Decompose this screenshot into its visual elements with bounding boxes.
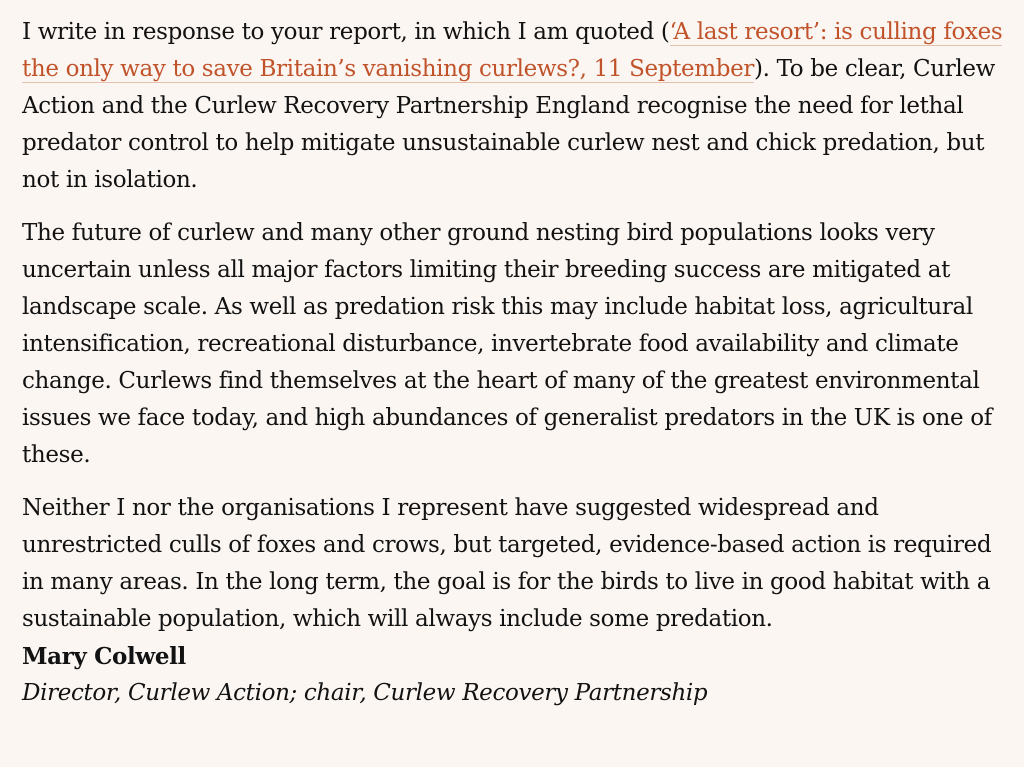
author-name: Mary Colwell: [22, 643, 186, 670]
paragraph-1: [22, 14, 1007, 199]
author-role: Director, Curlew Action; chair, Curlew Recovery Partnership: [22, 680, 708, 706]
paragraph-3: Neither I nor the organisations I represent have suggested widespread and unrestricted culls of foxes and crows, but targeted, evidence-based action is required in many areas. In the long term, the goal is for the birds to live in good habitat with a sustainable population, which will always include some predation.: [22, 495, 992, 632]
paragraph-2: The future of curlew and many other ground nesting bird populations looks very uncertain unless all major factors limiting their breeding success are mitigated at landscape scale. As well as predation risk this may include habitat loss, agricultural intensification, recreational disturbance, invertebrate food availability and climate change. Curlews find themselves at the heart of many of the greatest environmental issues we face today, and high abundances of generalist predators in the UK is one of these.: [22, 220, 992, 468]
article-link[interactable]: ‘A last resort’: is culling foxes the only way to save Britain’s vanishing curlews?, 11 September: [22, 19, 1003, 82]
paragraph-1-intro: I write in response to your report, in which I am quoted (: [22, 19, 670, 45]
paragraph-1-text: ). To be clear, Curlew Action and the Curlew Recovery Partnership England recognise the need for lethal predator control to help mitigate unsustainable curlew nest and chick predation, but not in isolation.: [22, 56, 996, 193]
letter-body: [22, 14, 1007, 712]
